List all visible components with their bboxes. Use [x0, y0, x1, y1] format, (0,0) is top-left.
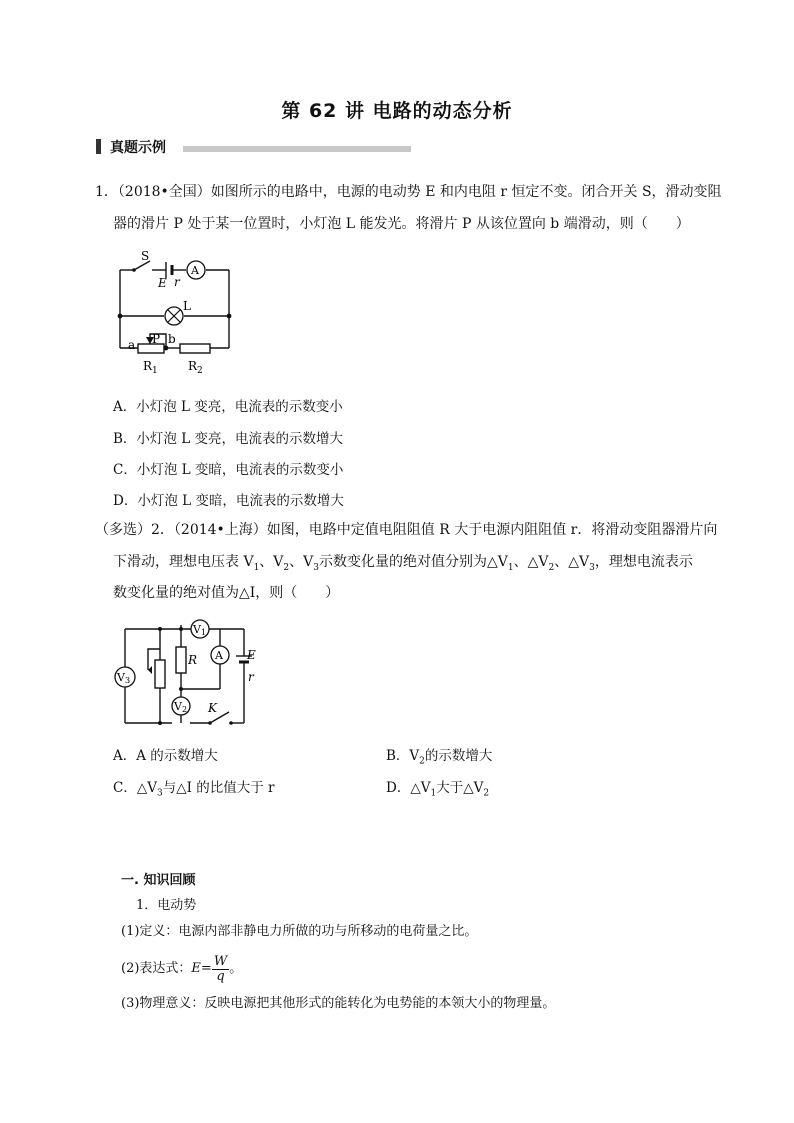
knowledge-item-emf: 1．电动势 — [136, 898, 197, 913]
knowledge-heading: 一. 知识回顾 — [121, 873, 196, 888]
q1-label-a: a — [128, 338, 136, 352]
q1-label-b: b — [168, 332, 176, 346]
q1-stem-line1: 1．（2018•全国）如图所示的电路中，电源的电动势 E 和内电阻 r 恒定不变。闭合开关 S，滑动变阻 — [95, 184, 722, 200]
knowledge-definition: (1)定义：电源内部非静电力所做的功与所移动的电荷量之比。 — [121, 924, 478, 939]
knowledge-expression: (2)表达式： E= $\frac{W}{q}$ 。 — [121, 953, 243, 984]
q2-label-e: E — [247, 648, 256, 662]
page-title: 第 62 讲 电路的动态分析 — [281, 100, 513, 122]
q2-label-r: R — [188, 653, 198, 667]
q1-label-r2: $R_2$ — [188, 359, 203, 376]
q2-label-r-int: r — [248, 670, 254, 684]
q2-circuit-diagram — [110, 615, 265, 727]
q2-label-k: K — [208, 701, 217, 715]
q1-option-a[interactable]: A．小灯泡 L 变亮，电流表的示数变小 — [113, 399, 343, 415]
q1-circuit-diagram — [110, 244, 250, 380]
switch-contact — [132, 268, 136, 272]
q1-option-b[interactable]: B．小灯泡 L 变亮，电流表的示数增大 — [113, 431, 343, 447]
section-marker — [96, 139, 101, 154]
q2-ammeter-label: A — [215, 649, 223, 662]
q1-option-d[interactable]: D．小灯泡 L 变暗，电流表的示数增大 — [113, 493, 344, 509]
section-label: 真题示例 — [110, 140, 166, 156]
q1-label-r: r — [174, 275, 180, 289]
q2-label-v2: V2 — [174, 700, 188, 714]
q1-ammeter-label: A — [191, 264, 199, 277]
q1-stem-line2: 器的滑片 P 处于某一位置时，小灯泡 L 能发光。将滑片 P 从该位置向 b 端滑动，则（ ） — [113, 216, 690, 232]
q2-option-d[interactable]: D．$\triangle V_1$大于$\triangle V_2$ — [386, 780, 490, 799]
knowledge-meaning: (3)物理意义：反映电源把其他形式的能转化为电势能的本领大小的物理量。 — [121, 996, 556, 1011]
q2-option-a[interactable]: A．A 的示数增大 — [113, 748, 218, 764]
emf-fraction: $\frac{W}{q}$ — [213, 953, 228, 984]
q1-label-r1: $R_1$ — [143, 359, 158, 376]
q2-option-c[interactable]: C．$\triangle V_3$与△I 的比值大于 r — [113, 780, 275, 799]
section-divider — [183, 146, 411, 152]
q1-option-c[interactable]: C．小灯泡 L 变暗，电流表的示数变小 — [113, 462, 344, 478]
q1-label-s: S — [141, 249, 150, 263]
q2-stem-line3: 数变化量的绝对值为△I，则（ ） — [113, 585, 340, 601]
q2-stem-line2: 下滑动，理想电压表 $V_1$、$V_2$、$V_3$示数变化量的绝对值分别为$\triangle V_1$、$\triangle V_2$、$\triangle V_3$，理想电流表示 — [113, 554, 693, 573]
q2-label-v3: V3 — [117, 671, 131, 685]
q1-label-e: E — [158, 276, 167, 290]
q2-option-b[interactable]: B．$V_2$的示数增大 — [386, 748, 493, 767]
q2-stem-line1: （多选）2．（2014•上海）如图，电路中定值电阻阻值 R 大于电源内阻阻值 r．将滑动变阻器滑片向 — [95, 522, 718, 538]
q2-label-v1: V1 — [193, 623, 207, 637]
q1-label-l: L — [183, 299, 191, 313]
q1-label-p: P — [152, 332, 161, 346]
